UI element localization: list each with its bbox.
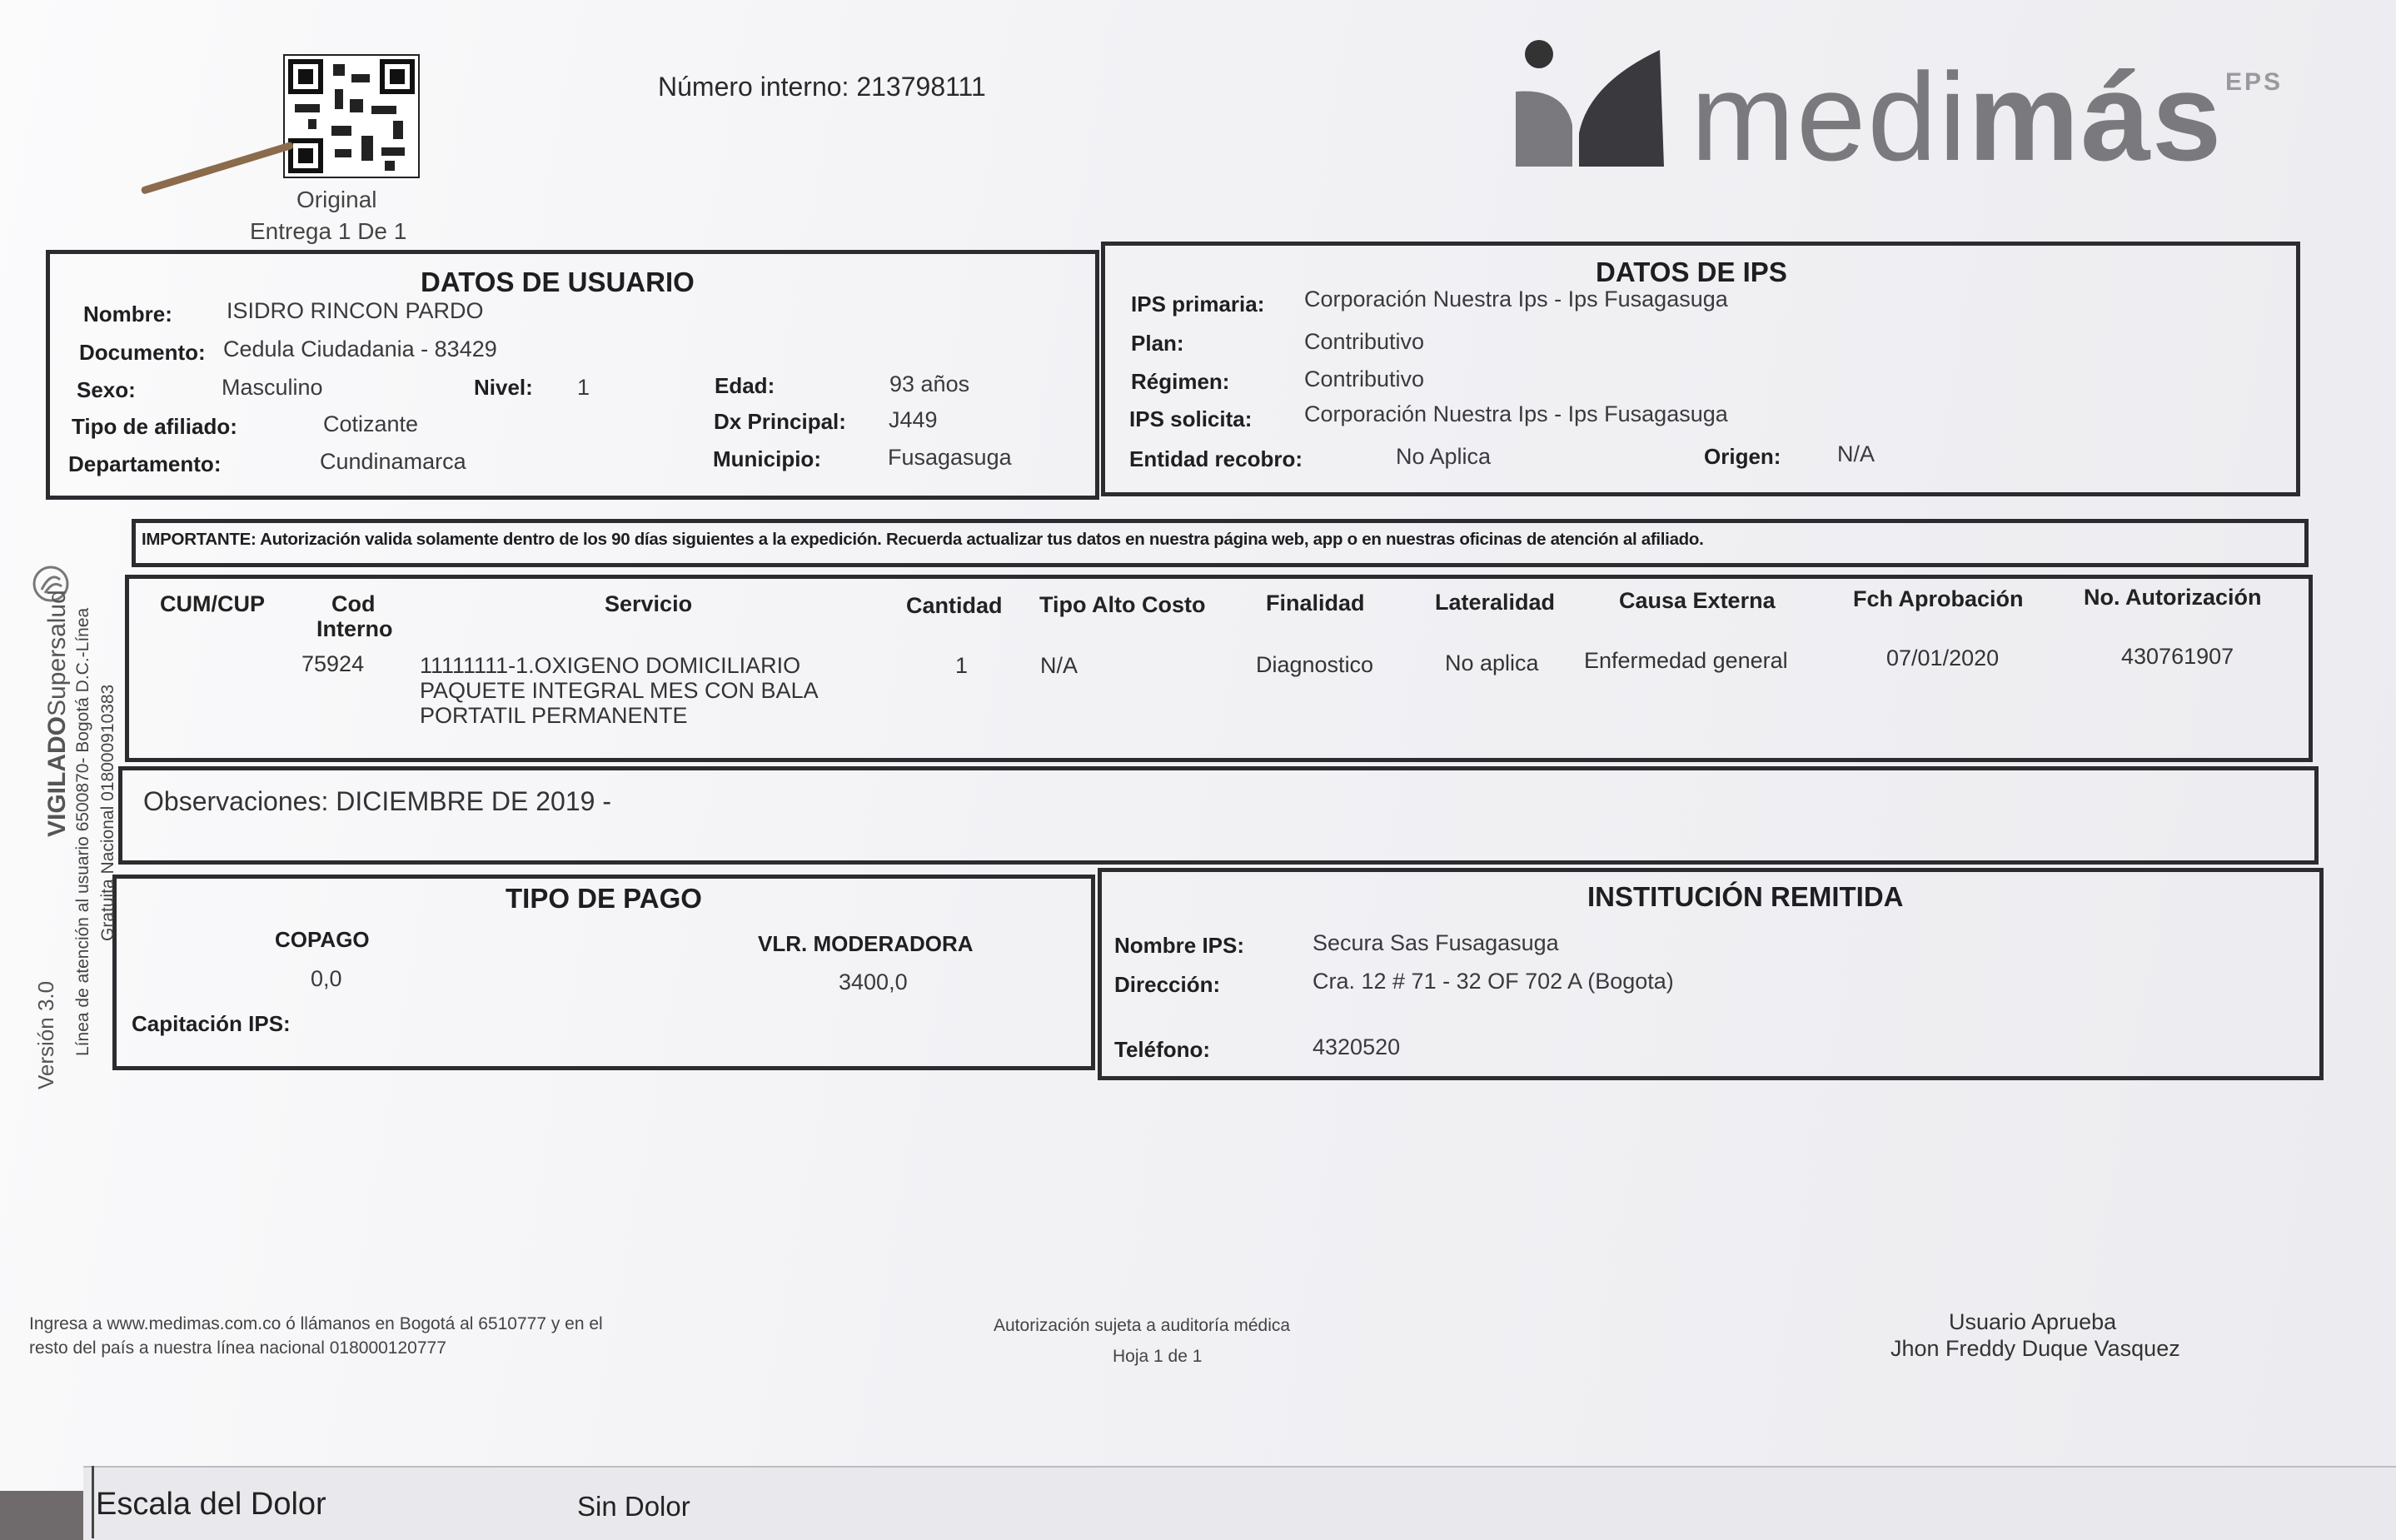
cell-fch-aprobacion: 07/01/2020: [1886, 645, 2000, 670]
vlr-moderadora-label: VLR. MODERADORA: [758, 931, 974, 956]
edad-label: Edad:: [715, 373, 775, 398]
regimen-value: Contributivo: [1304, 366, 1425, 391]
nombre-label: Nombre:: [83, 302, 172, 326]
direccion-value: Cra. 12 # 71 - 32 OF 702 A (Bogota): [1313, 969, 1674, 994]
footer-ingresa-line1: Ingresa a www.medimas.com.co ó llámanos en Bogotá al 6510777 y en el: [29, 1314, 603, 1333]
version-text: Versión 3.0: [33, 980, 58, 1089]
cell-servicio-line1: 11111111-1.OXIGENO DOMICILIARIO: [420, 653, 801, 678]
documento-value: Cedula Ciudadania - 83429: [223, 336, 497, 361]
nombre-ips-value: Secura Sas Fusagasuga: [1313, 930, 1559, 955]
municipio-label: Municipio:: [713, 446, 821, 471]
supersalud-text: Supersalud: [43, 590, 71, 716]
nivel-value: 1: [577, 375, 590, 400]
entrega-label: Entrega 1 De 1: [250, 218, 407, 244]
cell-no-autorizacion: 430761907: [2121, 644, 2234, 669]
origen-value: N/A: [1837, 441, 1875, 466]
header-cod: Cod: [331, 591, 376, 616]
nombre-value: ISIDRO RINCON PARDO: [227, 298, 484, 323]
vlr-moderadora-value: 3400,0: [839, 969, 908, 994]
qr-code: [283, 54, 420, 178]
edad-value: 93 años: [889, 371, 970, 396]
header-cum-cup: CUM/CUP: [160, 591, 265, 616]
ips-primaria-label: IPS primaria:: [1131, 292, 1265, 316]
capitacion-ips-label: Capitación IPS:: [132, 1011, 291, 1036]
header-fch-aprobacion: Fch Aprobación: [1853, 586, 2024, 611]
usuario-aprueba-label: Usuario Aprueba: [1949, 1309, 2117, 1334]
vigilado-supersalud: [43, 590, 72, 837]
header-tipo-alto-costo: Tipo Alto Costo: [1039, 592, 1206, 617]
cell-causa-externa: Enfermedad general: [1584, 648, 1788, 673]
footer-auditoria: Autorización sujeta a auditoría médica: [994, 1316, 1291, 1335]
underlying-sheet-rule: [92, 1466, 94, 1538]
header-causa-externa: Causa Externa: [1619, 588, 1776, 613]
entidad-recobro-value: No Aplica: [1396, 444, 1492, 469]
entidad-recobro-label: Entidad recobro:: [1129, 446, 1303, 471]
regimen-label: Régimen:: [1131, 369, 1230, 394]
sexo-value: Masculino: [222, 375, 323, 400]
importante-notice: IMPORTANTE: Autorización valida solamente dentro de los 90 días siguientes a la expedición. Recuerda actualizar tus datos en nuestra página web, app o en nuestras oficinas de atención al afiliado.: [142, 530, 1704, 549]
documento-label: Documento:: [79, 340, 206, 365]
tipo-pago-title: TIPO DE PAGO: [506, 883, 702, 914]
header-no-autorizacion: No. Autorización: [2084, 585, 2262, 610]
logo-eps: EPS: [2225, 68, 2284, 96]
header-interno: Interno: [316, 616, 393, 641]
origen-label: Origen:: [1704, 444, 1781, 469]
header-lateralidad: Lateralidad: [1435, 590, 1556, 615]
tipo-afiliado-label: Tipo de afiliado:: [72, 414, 237, 439]
dx-principal-value: J449: [889, 407, 938, 432]
datos-ips-title: DATOS DE IPS: [1596, 257, 1787, 287]
nombre-ips-label: Nombre IPS:: [1114, 933, 1245, 958]
cell-finalidad: Diagnostico: [1256, 652, 1374, 677]
municipio-value: Fusagasuga: [888, 445, 1012, 470]
institucion-remitida-title: INSTITUCIÓN REMITIDA: [1587, 881, 1904, 912]
departamento-label: Departamento:: [68, 451, 222, 476]
plan-value: Contributivo: [1304, 329, 1425, 354]
footer-hoja: Hoja 1 de 1: [1113, 1347, 1203, 1366]
sin-dolor-text: Sin Dolor: [577, 1491, 690, 1522]
medimas-logo-icon: [1514, 33, 1664, 171]
copago-label: COPAGO: [275, 927, 370, 952]
medimas-logo-text: [1691, 47, 2224, 187]
header-servicio: Servicio: [605, 591, 693, 616]
tipo-afiliado-value: Cotizante: [323, 411, 419, 436]
numero-interno: Número interno: 213798111: [658, 72, 986, 102]
header-finalidad: Finalidad: [1266, 591, 1365, 616]
logo-medi: medi: [1691, 47, 1969, 187]
escala-dolor-text: Escala del Dolor: [96, 1487, 326, 1522]
cell-servicio-line2: PAQUETE INTEGRAL MES CON BALA: [420, 678, 819, 703]
ips-solicita-value: Corporación Nuestra Ips - Ips Fusagasuga: [1304, 401, 1728, 426]
underlying-sheet: [83, 1466, 2396, 1540]
copago-value: 0,0: [311, 966, 342, 991]
header-cantidad: Cantidad: [906, 593, 1003, 618]
observaciones-text: Observaciones: DICIEMBRE DE 2019 -: [143, 786, 611, 816]
cell-cantidad: 1: [955, 653, 969, 678]
usuario-aprueba-name: Jhon Freddy Duque Vasquez: [1890, 1336, 2180, 1361]
cell-cod-interno: 75924: [301, 651, 365, 676]
vigilado-text: VIGILADO: [43, 715, 71, 837]
plan-label: Plan:: [1131, 331, 1184, 356]
direccion-label: Dirección:: [1114, 972, 1221, 997]
dx-principal-label: Dx Principal:: [714, 409, 846, 434]
ips-solicita-label: IPS solicita:: [1129, 406, 1253, 431]
departamento-value: Cundinamarca: [320, 449, 466, 474]
linea-gratuita-text: Gratuita Nacional 018000910383: [98, 684, 117, 941]
sexo-label: Sexo:: [77, 377, 136, 402]
cell-tipo-alto-costo: N/A: [1040, 653, 1078, 678]
ips-primaria-value: Corporación Nuestra Ips - Ips Fusagasuga: [1304, 287, 1728, 311]
logo-mas: más: [1968, 47, 2224, 187]
footer-ingresa-line2: resto del país a nuestra línea nacional 018000120777: [29, 1338, 446, 1358]
cell-lateralidad: No aplica: [1445, 650, 1539, 675]
original-label: Original: [296, 187, 377, 212]
nivel-label: Nivel:: [474, 375, 533, 400]
linea-atencion-text: Línea de atención al usuario 6500870- Bogotá D.C.-Línea: [73, 607, 92, 1056]
cell-servicio-line3: PORTATIL PERMANENTE: [420, 703, 688, 728]
datos-usuario-title: DATOS DE USUARIO: [421, 267, 695, 297]
telefono-label: Teléfono:: [1114, 1037, 1211, 1062]
telefono-value: 4320520: [1313, 1034, 1401, 1059]
